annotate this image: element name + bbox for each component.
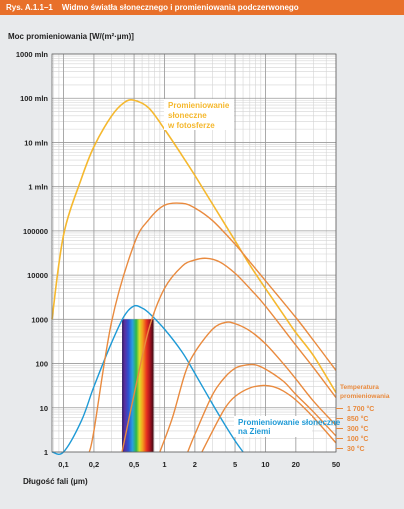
legend-item: 100 °C [347, 436, 369, 443]
y-tick-label: 100000 [22, 226, 48, 236]
x-tick-label: 50 [331, 460, 341, 469]
x-tick-label: 10 [261, 460, 270, 469]
y-tick-label: 1 [43, 448, 48, 457]
y-tick-label: 100 [35, 359, 48, 369]
figure-title: Widmo światła słonecznego i promieniowania podczerwonego [61, 3, 299, 12]
legend-item: 300 °C [347, 426, 369, 433]
y-axis-label: Moc promieniowania [W/(m²·µm)] [8, 32, 134, 41]
figure-number: Rys. A.1.1–1 [6, 3, 53, 12]
x-tick-label: 0,2 [88, 460, 100, 469]
x-tick-label: 1 [162, 460, 167, 469]
legend-title-line: Temperatura [340, 384, 379, 391]
legend-item: 850 °C [347, 416, 369, 423]
x-tick-label: 0,1 [58, 460, 69, 469]
legend-item: 1 700 °C [347, 406, 375, 413]
x-tick-label: 0,5 [128, 460, 140, 469]
y-tick-label: 1000 [31, 315, 48, 325]
y-tick-label: 1 mln [28, 182, 48, 192]
photosphere-label-line: Promieniowanie [168, 101, 230, 110]
x-axis-label: Długość fali (µm) [23, 477, 88, 486]
y-tick-label: 100 mln [20, 94, 48, 104]
y-tick-label: 10000 [27, 271, 48, 281]
legend-item: 30 °C [347, 446, 365, 453]
photosphere-label-line: w fotosferze [168, 121, 215, 130]
y-tick-label: 1000 mln [15, 50, 48, 59]
earth-label-line: na Ziemi [238, 427, 271, 436]
x-tick-label: 5 [232, 460, 238, 469]
y-tick-label: 10 [39, 403, 48, 413]
legend-title-line: promieniowania [340, 393, 390, 400]
x-tick-label: 2 [192, 460, 197, 469]
x-tick-label: 20 [291, 460, 300, 469]
photosphere-label-line: słoneczne [168, 111, 207, 120]
earth-label-line: Promieniowanie słoneczne [238, 418, 341, 427]
y-tick-label: 10 mln [24, 138, 48, 148]
